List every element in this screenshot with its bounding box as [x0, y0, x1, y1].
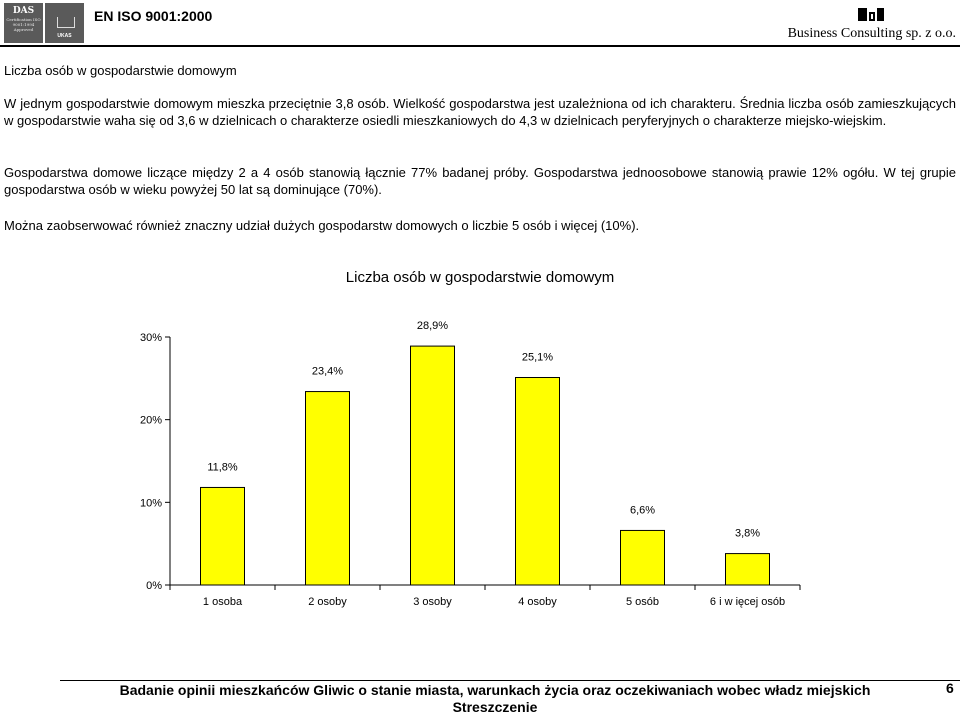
iso-standard-title: EN ISO 9001:2000	[94, 8, 213, 24]
page-number: 6	[946, 680, 954, 696]
data-label: 23,4%	[311, 365, 344, 378]
y-tick-label: 30%	[139, 332, 162, 344]
y-tick-label: 20%	[139, 414, 162, 427]
footer-report-title: Badanie opinii mieszkańców Gliwic o stanie miasta, warunkach życia oraz oczekiwaniach wobec władz miejskich	[119, 682, 871, 698]
das-badge-subtitle: Certification ISO 9001:1994 Approved	[6, 17, 41, 32]
y-tick-label: 10%	[139, 497, 162, 510]
x-category-label: 6 i w ięcej osób	[709, 596, 786, 608]
paragraph-1: W jednym gospodarstwie domowym mieszka przeciętnie 3,8 osób. Wielkość gospodarstwa jest uzależniona od ich charakteru. Średnia liczba osób zamieszkujących w gospodarstwie waha się od 3,6 w dzielnicach o charakterze osiedli mieszkaniowych do 4,3 w dzielnicach peryferyjnych o charakterze miejsko-wiejskim.	[4, 96, 956, 128]
chart-title: Liczba osób w gospodarstwie domowym	[345, 269, 615, 286]
data-label: 6,6%	[629, 504, 656, 517]
ukas-badge-text: UKAS	[57, 33, 72, 39]
ukas-badge	[45, 3, 84, 43]
company-name: Business Consulting sp. z o.o.	[787, 26, 956, 41]
bar-6	[726, 554, 770, 585]
x-category-label: 1 osoba	[202, 596, 243, 608]
certification-seal-icon	[4, 3, 84, 43]
bar-2	[306, 392, 350, 585]
data-label: 25,1%	[521, 351, 554, 364]
bar-4	[516, 378, 560, 585]
bar-3	[411, 346, 455, 585]
x-category-label: 4 osoby	[518, 596, 557, 608]
crown-icon	[57, 17, 75, 28]
das-certification-badge	[4, 3, 43, 43]
paragraph-3: Można zaobserwować również znaczny udział dużych gospodarstw domowych o liczbie 5 osób i więcej (10%).	[4, 218, 640, 233]
data-label: 3,8%	[734, 527, 761, 540]
x-category-label: 3 osoby	[413, 596, 452, 608]
bc-logo-icon	[858, 8, 884, 21]
page-header	[0, 0, 960, 46]
footer-divider	[60, 680, 960, 681]
bar-5	[621, 530, 665, 585]
data-label: 11,8%	[207, 461, 238, 474]
bar-1	[201, 487, 245, 585]
footer-subtitle: Streszczenie	[452, 699, 538, 715]
das-badge-title: DAS	[12, 6, 35, 16]
x-category-label: 5 osób	[625, 596, 660, 608]
household-size-bar-chart	[0, 300, 960, 620]
y-tick-label: 0%	[146, 580, 162, 592]
header-divider	[0, 45, 960, 47]
paragraph-2: Gospodarstwa domowe liczące między 2 a 4 osób stanowią łącznie 77% badanej próby. Gospodarstwa jednoosobowe stanowią prawie 12% ogółu. W tej grupie gospodarstwa osób w wieku powyżej 50 lat są dominujące (70%).	[4, 165, 956, 197]
x-category-label: 2 osoby	[308, 596, 347, 608]
section-heading: Liczba osób w gospodarstwie domowym	[4, 63, 237, 78]
data-label: 28,9%	[416, 320, 449, 333]
